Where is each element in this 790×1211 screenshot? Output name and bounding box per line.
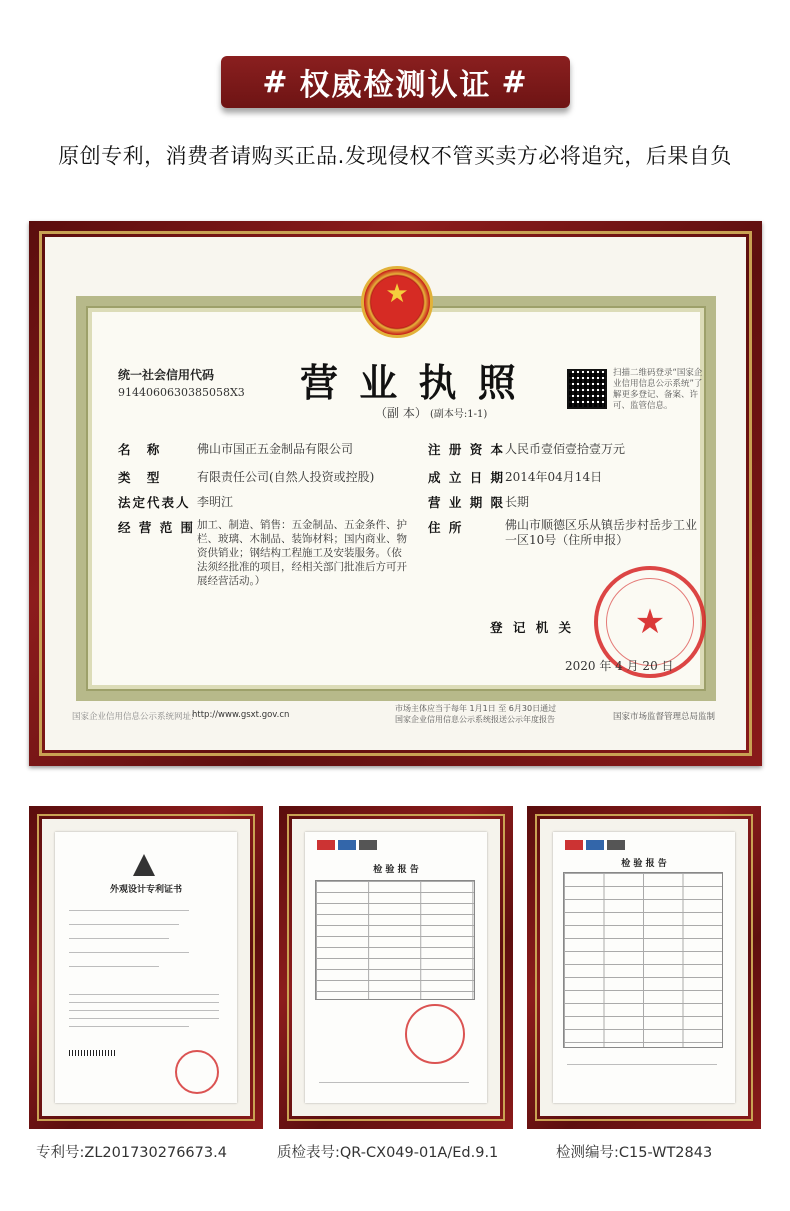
copy-label: （副 本）: [375, 406, 427, 420]
address-value: 佛山市顺德区乐从镇岳步村岳步工业一区10号（住所申报）: [505, 518, 698, 547]
credit-code-label: 统一社会信用代码: [118, 368, 215, 382]
banner-title: 权威检测认证: [299, 68, 492, 103]
capital-value: 人民币壹佰壹拾壹万元: [505, 442, 626, 456]
qr-note: 扫描二维码登录“国家企业信用信息公示系统”了解更多登记、备案、许可、监管信息。: [613, 368, 703, 411]
rep-label: 法定代表人: [118, 495, 191, 510]
hash-left: #: [262, 64, 290, 100]
type-label: 类 型: [118, 470, 166, 485]
caption-report-1: 质检表号:QR-CX049-01A/Ed.9.1: [277, 1145, 499, 1161]
date-label: 成 立 日 期: [428, 470, 506, 485]
inspection-report-frame-1: [279, 806, 513, 1129]
patent-certificate-frame: [29, 806, 263, 1129]
report-seal: [405, 1004, 465, 1064]
tagline: 原创专利，消费者请购买正品.发现侵权不管买卖方必将追究，后果自负: [58, 144, 732, 168]
name-value: 佛山市国正五金制品有限公司: [197, 442, 354, 456]
scope-label: 经 营 范 围: [118, 520, 196, 535]
patent-certificate-paper: [55, 832, 237, 1103]
term-label: 营 业 期 限: [428, 495, 506, 510]
footer-left: 国家企业信用信息公示系统网址:: [72, 712, 194, 722]
term-value: 长期: [505, 495, 530, 509]
hash-right: #: [501, 64, 529, 100]
inspection-report-paper-1: [305, 832, 487, 1103]
scope-value: 加工、制造、销售：五金制品、五金条件、护栏、玻璃、木制品、装饰材料；国内商业、物资供销业；钢结构工程施工及安装服务。（依法须经批准的项目，经相关部门批准后方可开展经营活动。）: [197, 519, 407, 587]
footer-url[interactable]: http://www.gsxt.gov.cn: [192, 710, 290, 720]
caption-report-2: 检测编号:C15-WT2843: [556, 1145, 713, 1161]
address-label: 住 所: [428, 520, 464, 535]
footer-right: 国家市场监督管理总局监制: [613, 712, 716, 722]
report-table: [563, 872, 723, 1048]
capital-label: 注 册 资 本: [428, 442, 506, 457]
inspection-report-paper-2: [553, 832, 735, 1103]
type-value: 有限责任公司(自然人投资或控股): [197, 470, 375, 484]
doc-title-patent: 外观设计专利证书: [109, 885, 182, 895]
caption-patent: 专利号:ZL201730276673.4: [36, 1145, 227, 1161]
qr-code-icon: [567, 369, 607, 409]
copy-number: (副本号:1-1): [430, 409, 488, 420]
rep-value: 李明江: [197, 495, 234, 509]
cert-logos-icon: [317, 840, 377, 850]
report-table: [315, 880, 475, 1000]
official-seal: ★: [594, 566, 706, 678]
credit-code-value: 91440606303850​58X3: [118, 386, 245, 399]
barcode-icon: [69, 1050, 115, 1056]
cert-logos-icon: [565, 840, 625, 850]
doc-title-report-1: 检 验 报 告: [373, 865, 419, 875]
patent-seal: [175, 1050, 219, 1094]
authority-label: 登 记 机 关: [490, 620, 575, 635]
patent-logo-icon: [133, 854, 155, 876]
section-title-banner: [221, 56, 570, 108]
footer-mid-1: 市场主体应当于每年 1月1日 至 6月30日通过: [395, 704, 557, 713]
footer-mid-2: 国家企业信用信息公示系统报送公示年度报告: [395, 715, 555, 724]
doc-title-report-2: 检 验 报 告: [621, 859, 667, 869]
inspection-report-frame-2: [527, 806, 761, 1129]
license-title: 营 业 执 照: [300, 360, 520, 405]
issue-date: 2020 年 4 月 20 日: [565, 659, 674, 673]
national-emblem-icon: ★: [361, 266, 433, 338]
name-label: 名 称: [118, 442, 166, 457]
date-value: 2014年04月14日: [505, 470, 603, 484]
